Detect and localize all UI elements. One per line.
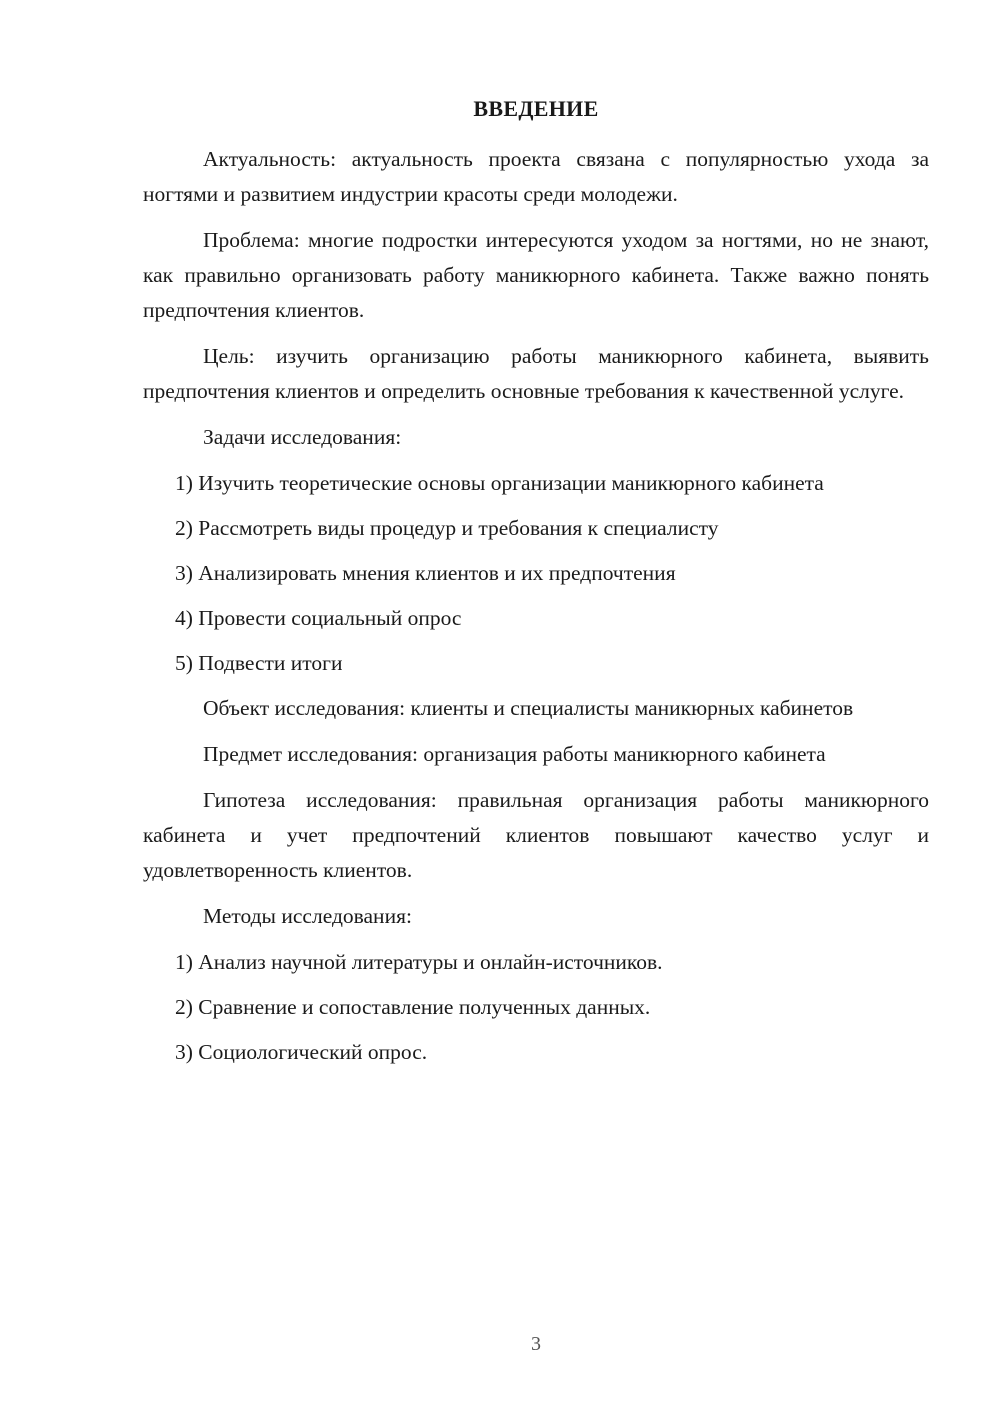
- tasks-heading: Задачи исследования:: [203, 425, 402, 449]
- methods-heading: Методы исследования:: [203, 904, 412, 928]
- list-item: 1) Анализ научной литературы и онлайн-источников.: [175, 950, 663, 974]
- document-body: [143, 142, 929, 1080]
- page-title: ВВЕДЕНИЕ: [473, 96, 599, 121]
- list-item: 2) Рассмотреть виды процедур и требования к специалисту: [175, 516, 719, 540]
- methods-list: [143, 945, 929, 1070]
- paragraph-object: Объект исследования: клиенты и специалисты маникюрных кабинетов: [203, 696, 854, 720]
- list-item: 2) Сравнение и сопоставление полученных данных.: [175, 995, 651, 1019]
- paragraph-relevance: Актуальность: актуальность проекта связана с популярностью ухода за ногтями и развитием индустрии красоты среди молодежи.: [143, 147, 929, 206]
- list-item: 3) Социологический опрос.: [175, 1040, 428, 1064]
- paragraph-problem: Проблема: многие подростки интересуются уходом за ногтями, но не знают, как правильно организовать работу маникюрного кабинета. Также важно понять предпочтения клиентов.: [143, 228, 929, 322]
- paragraph-goal: Цель: изучить организацию работы маникюрного кабинета, выявить предпочтения клиентов и определить основные требования к качественной услуге.: [143, 344, 929, 403]
- list-item: 4) Провести социальный опрос: [175, 606, 462, 630]
- list-item: 5) Подвести итоги: [175, 651, 343, 675]
- paragraph-subject: Предмет исследования: организация работы маникюрного кабинета: [203, 742, 826, 766]
- paragraph-hypothesis: Гипотеза исследования: правильная организация работы маникюрного кабинета и учет предпочтений клиентов повышают качество услуг и удовлетворенность клиентов.: [143, 788, 929, 882]
- page-number: 3: [531, 1333, 541, 1355]
- tasks-list: [143, 466, 929, 681]
- list-item: 1) Изучить теоретические основы организации маникюрного кабинета: [175, 471, 824, 495]
- list-item: 3) Анализировать мнения клиентов и их предпочтения: [175, 561, 676, 585]
